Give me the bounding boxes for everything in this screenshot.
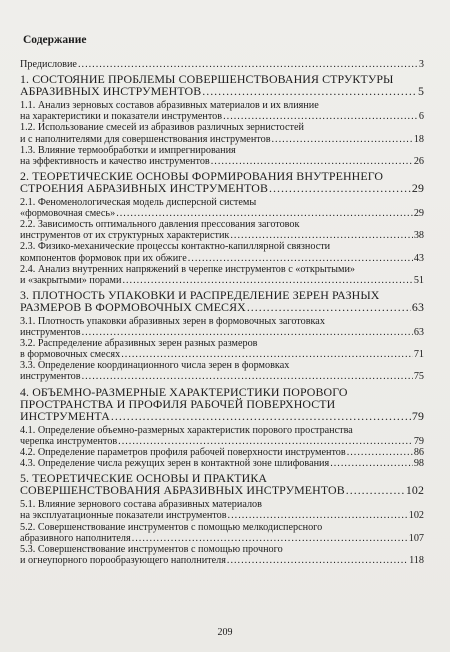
toc-entry-line <box>20 219 424 230</box>
toc-entry-text: 2. ТЕОРЕТИЧЕСКИЕ ОСНОВЫ ФОРМИРОВАНИЯ ВНУТРЕННЕГО <box>20 169 384 182</box>
toc-entry-line <box>20 73 424 85</box>
toc-entry-page: 29 <box>413 208 424 220</box>
toc-entry-line <box>20 398 424 410</box>
toc-entry-page: 51 <box>413 274 424 286</box>
toc-entry-line <box>20 59 424 70</box>
toc-entry <box>20 360 424 382</box>
toc-entry-text: на эксплуатационные показатели инструментов <box>20 510 227 522</box>
toc-entry-page: 38 <box>413 230 424 242</box>
toc-entry-line <box>20 241 424 252</box>
toc-entry-page: 98 <box>413 458 424 470</box>
toc-entry <box>20 447 424 458</box>
toc-entry-text: 5.2. Совершенствование инструментов с помощью мелкодисперсного <box>20 521 323 533</box>
leader-dots <box>228 510 408 521</box>
toc-entry-text: инструментов <box>20 327 81 339</box>
leader-dots <box>188 253 413 264</box>
toc-entry-page: 29 <box>411 181 424 195</box>
toc-entry-text: ИНСТРУМЕНТА <box>20 409 110 422</box>
toc-entry-text: СОВЕРШЕНСТВОВАНИЯ АБРАЗИВНЫХ ИНСТРУМЕНТОВ <box>20 484 345 497</box>
toc-entry-text: АБРАЗИВНЫХ ИНСТРУМЕНТОВ <box>20 85 202 98</box>
toc-heading: Содержание <box>23 34 87 46</box>
toc-entry <box>20 338 424 360</box>
toc-entry-line <box>20 111 424 122</box>
toc-entry-page: 18 <box>413 133 424 145</box>
leader-dots <box>227 555 408 566</box>
toc-entry-line <box>20 360 424 371</box>
table-of-contents <box>20 59 424 566</box>
toc-entry-page: 71 <box>413 349 424 361</box>
toc-entry-text: 4.2. Определение параметров профиля рабочей поверхности инструментов <box>20 447 346 458</box>
toc-entry-line <box>20 316 424 327</box>
toc-entry-line <box>20 156 424 167</box>
toc-entry-page: 102 <box>405 484 424 497</box>
toc-entry-text: 5.1. Влияние зернового состава абразивных материалов <box>20 499 262 511</box>
toc-entry-page: 79 <box>411 409 424 422</box>
toc-entry-line <box>20 349 424 360</box>
toc-entry <box>20 544 424 566</box>
toc-entry <box>20 241 424 263</box>
toc-entry-text: 5.3. Совершенствование инструментов с помощью прочного <box>20 543 283 555</box>
toc-entry-line <box>20 410 424 422</box>
leader-dots <box>230 230 412 241</box>
toc-entry-text: ПРОСТРАНСТВА И ПРОФИЛЯ РАБОЧЕЙ ПОВЕРХНОСТИ <box>20 397 336 410</box>
toc-entry-line <box>20 338 424 349</box>
leader-dots <box>111 410 411 422</box>
toc-entry-page: 86 <box>413 447 424 458</box>
leader-dots <box>269 182 411 194</box>
toc-entry-text: 2.2. Зависимость оптимального давления прессования заготовок <box>20 219 300 231</box>
toc-entry-line <box>20 301 424 313</box>
toc-entry-line <box>20 555 424 566</box>
leader-dots <box>247 301 411 313</box>
toc-entry <box>20 425 424 447</box>
toc-entry-text: и с наполнителями для совершенствования инструментов <box>20 133 271 145</box>
toc-entry-page: 43 <box>413 252 424 264</box>
toc-entry-line <box>20 230 424 241</box>
toc-entry <box>20 289 424 313</box>
toc-entry-text: РАЗМЕРОВ В ФОРМОВОЧНЫХ СМЕСЯХ <box>20 300 246 313</box>
toc-entry-text: 5. ТЕОРЕТИЧЕСКИЕ ОСНОВЫ И ПРАКТИКА <box>20 472 268 485</box>
toc-entry-page: 5 <box>417 85 424 98</box>
toc-entry-line <box>20 522 424 533</box>
toc-entry-page: 26 <box>413 155 424 167</box>
toc-entry-line <box>20 510 424 521</box>
toc-entry-text: инструментов <box>20 371 81 383</box>
toc-entry-line <box>20 458 424 469</box>
toc-entry-line <box>20 533 424 544</box>
toc-entry-line <box>20 371 424 382</box>
leader-dots <box>272 134 413 145</box>
toc-entry-page: 6 <box>418 111 424 123</box>
toc-entry <box>20 219 424 241</box>
toc-entry-line <box>20 386 424 398</box>
toc-entry-text: на характеристики и показатели инструментов <box>20 111 223 123</box>
toc-entry-text: 4.1. Определение объемно-размерных характеристик порового пространства <box>20 424 353 436</box>
toc-entry-line <box>20 289 424 301</box>
toc-entry <box>20 264 424 286</box>
toc-entry-text: СТРОЕНИЯ АБРАЗИВНЫХ ИНСТРУМЕНТОВ <box>20 181 269 195</box>
toc-entry-line <box>20 145 424 156</box>
toc-entry <box>20 458 424 469</box>
toc-entry-text: 3.1. Плотность упаковки абразивных зерен в формовочных заготовках <box>20 315 325 327</box>
toc-entry-page: 75 <box>413 371 424 383</box>
toc-entry-text: и огнеупорного порообразующего наполнителя <box>20 554 226 566</box>
toc-entry-line <box>20 425 424 436</box>
toc-entry-line <box>20 208 424 219</box>
toc-entry-line <box>20 447 424 458</box>
leader-dots <box>116 208 413 219</box>
toc-entry-line <box>20 264 424 275</box>
toc-entry-line <box>20 122 424 133</box>
toc-entry-text: 3. ПЛОТНОСТЬ УПАКОВКИ И РАСПРЕДЕЛЕНИЕ ЗЕРЕН РАЗНЫХ <box>20 288 380 301</box>
toc-entry <box>20 170 424 194</box>
toc-entry-text: компонентов формовок при их обжиге <box>20 252 187 264</box>
toc-entry-text: 4.3. Определение числа режущих зерен в контактной зоне шлифования <box>20 458 330 470</box>
toc-entry-text: 2.3. Физико-механические процессы контактно-капиллярной связности <box>20 241 331 253</box>
toc-entry-page: 107 <box>408 532 424 544</box>
toc-entry-text: инструментов от их структурных характеристик <box>20 230 230 242</box>
leader-dots <box>211 156 413 167</box>
toc-entry-line <box>20 436 424 447</box>
toc-entry-page: 102 <box>408 510 424 522</box>
toc-entry-text: 1. СОСТОЯНИЕ ПРОБЛЕМЫ СОВЕРШЕНСТВОВАНИЯ СТРУКТУРЫ <box>20 73 394 86</box>
page-number: 209 <box>217 627 233 638</box>
toc-entry-text: 2.4. Анализ внутренних напряжений в черепке инструментов с «открытыми» <box>20 263 355 275</box>
toc-entry-text: на эффективность и качество инструментов <box>20 155 210 167</box>
toc-entry-page: 3 <box>418 59 424 70</box>
toc-entry <box>20 316 424 338</box>
toc-entry-line <box>20 327 424 338</box>
toc-entry-line <box>20 100 424 111</box>
toc-entry-text: абразивного наполнителя <box>20 532 131 544</box>
toc-entry-text: 4. ОБЪЕМНО-РАЗМЕРНЫЕ ХАРАКТЕРИСТИКИ ПОРОВОГО <box>20 385 348 398</box>
toc-entry <box>20 522 424 544</box>
toc-entry <box>20 197 424 219</box>
leader-dots <box>202 85 417 97</box>
leader-dots <box>82 371 413 382</box>
toc-entry-line <box>20 472 424 484</box>
toc-entry <box>20 73 424 97</box>
toc-entry-text: 3.3. Определение координационного числа зерен в формовках <box>20 360 290 372</box>
toc-entry-page: 79 <box>413 435 424 447</box>
toc-entry-text: 2.1. Феноменологическая модель дисперсной системы <box>20 197 257 209</box>
toc-entry-text: 1.1. Анализ зерновых составов абразивных материалов и их влияние <box>20 100 319 112</box>
leader-dots <box>347 447 413 458</box>
toc-entry-line <box>20 275 424 286</box>
toc-entry-text: 3.2. Распределение абразивных зерен разных размеров <box>20 338 258 350</box>
leader-dots <box>122 275 412 286</box>
toc-entry <box>20 145 424 167</box>
toc-entry-line <box>20 170 424 182</box>
toc-entry-line <box>20 499 424 510</box>
leader-dots <box>82 327 413 338</box>
toc-entry-line <box>20 197 424 208</box>
toc-entry-text: «формовочная смесь» <box>20 208 116 220</box>
toc-entry <box>20 499 424 521</box>
toc-entry-line <box>20 253 424 264</box>
toc-entry-line <box>20 484 424 496</box>
toc-entry-text: и «закрытыми» порами <box>20 274 122 286</box>
leader-dots <box>346 484 405 496</box>
toc-entry-text: 1.2. Использование смесей из абразивов различных зернистостей <box>20 122 304 134</box>
toc-entry-page: 63 <box>413 327 424 339</box>
leader-dots <box>132 533 408 544</box>
toc-entry-text: черепка инструментов <box>20 435 118 447</box>
toc-entry <box>20 100 424 122</box>
leader-dots <box>118 436 413 447</box>
leader-dots <box>330 458 413 469</box>
toc-entry-line <box>20 85 424 97</box>
leader-dots <box>223 111 418 122</box>
toc-entry-text: в формовочных смесях <box>20 349 121 361</box>
toc-entry <box>20 122 424 144</box>
toc-entry-line <box>20 182 424 194</box>
toc-entry <box>20 386 424 422</box>
toc-entry-text: 1.3. Влияние термообработки и импрегнирования <box>20 144 236 156</box>
toc-entry-text: Предисловие <box>20 59 77 70</box>
toc-entry <box>20 472 424 496</box>
toc-entry-line <box>20 544 424 555</box>
leader-dots <box>78 59 418 70</box>
leader-dots <box>121 349 413 360</box>
toc-entry-line <box>20 134 424 145</box>
toc-entry-page: 118 <box>409 554 424 566</box>
toc-entry-page: 63 <box>411 300 424 313</box>
toc-entry <box>20 59 424 70</box>
